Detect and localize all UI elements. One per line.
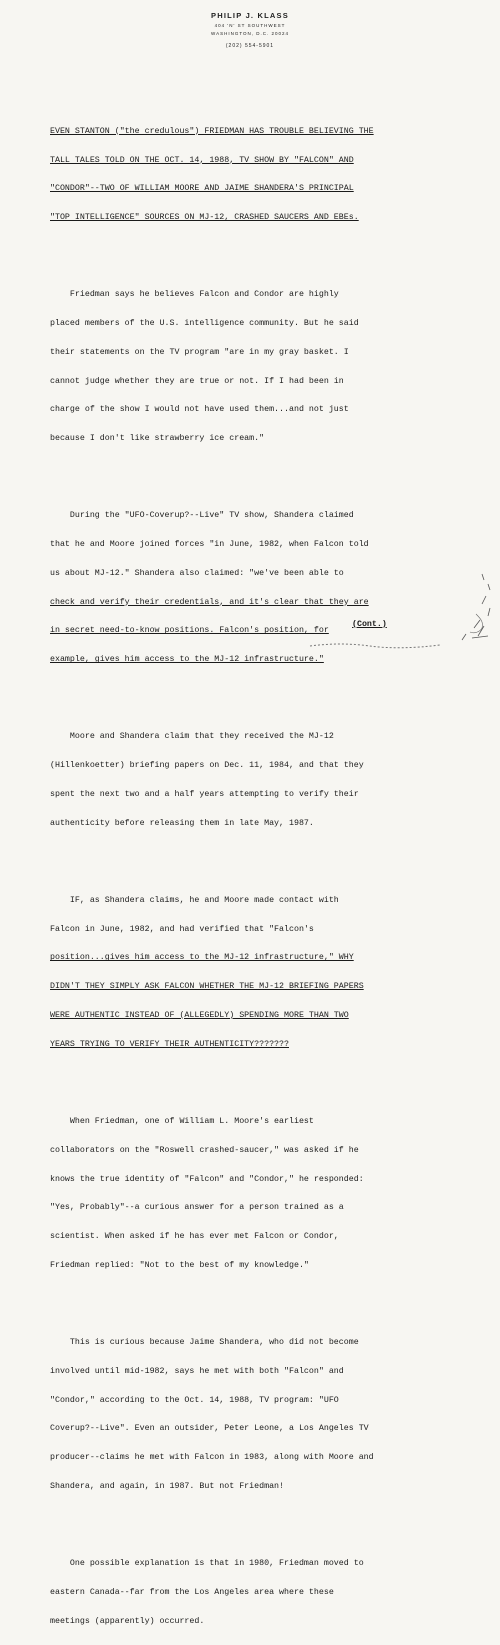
paragraph-line: "Condor," according to the Oct. 14, 1988, TV program: "UFO — [50, 1395, 339, 1405]
headline-line: "TOP INTELLIGENCE" SOURCES ON MJ-12, CRASHED SAUCERS AND EBEs. — [50, 213, 359, 223]
paragraph-line: knows the true identity of "Falcon" and "Condor," he responded: — [50, 1174, 364, 1184]
letterhead-city: WASHINGTON, D.C. 20024 — [210, 31, 289, 36]
headline-line: "CONDOR"--TWO OF WILLIAM MOORE AND JAIME SHANDERA'S PRINCIPAL — [50, 184, 354, 194]
page-smudge — [300, 640, 450, 650]
letterhead-name: PHILIP J. KLASS — [211, 11, 289, 20]
paragraph-line: YEARS TRYING TO VERIFY THEIR AUTHENTICITY??????? — [50, 1039, 289, 1049]
paragraph-line: that he and Moore joined forces "in June, 1982, when Falcon told — [50, 540, 369, 550]
paragraph-line: because I don't like strawberry ice cream." — [50, 434, 265, 444]
paragraph-line: Moore and Shandera claim that they received the MJ-12 — [50, 732, 334, 742]
paragraph-line: placed members of the U.S. intelligence community. But he said — [50, 319, 359, 329]
paragraph-line: IF, as Shandera claims, he and Moore made contact with — [50, 895, 339, 905]
paragraph-line: meetings (apparently) occurred. — [50, 1616, 205, 1626]
paragraph-line: When Friedman, one of William L. Moore's earliest — [50, 1116, 314, 1126]
paragraph-line: charge of the show I would not have used them...and not just — [50, 405, 349, 415]
paragraph-line: DIDN'T THEY SIMPLY ASK FALCON WHETHER THE MJ-12 BRIEFING PAPERS — [50, 982, 364, 992]
paragraph-line: scientist. When asked if he has ever met Falcon or Condor, — [50, 1232, 339, 1242]
paragraph-line: authenticity before releasing them in late May, 1987. — [50, 818, 314, 828]
paragraph-line: Coverup?--Live". Even an outsider, Peter Leone, a Los Angeles TV — [50, 1424, 369, 1434]
paragraph-line: Friedman replied: "Not to the best of my knowledge." — [50, 1260, 309, 1270]
paragraph-line: their statements on the TV program "are in my gray basket. I — [50, 347, 349, 357]
paragraph-line: Falcon in June, 1982, and had verified that "Falcon's — [50, 924, 314, 934]
paragraph-line: check and verify their credentials, and it's clear that they are — [50, 597, 369, 607]
paragraph-line: involved until mid-1982, says he met with both "Falcon" and — [50, 1366, 344, 1376]
paragraph-line: position...gives him access to the MJ-12 infrastructure," WHY — [50, 953, 354, 963]
paragraph-line: cannot judge whether they are true or not. If I had been in — [50, 376, 344, 386]
paragraph-line: During the "UFO-Coverup?--Live" TV show, Shandera claimed — [50, 511, 354, 521]
paragraph-line: example, gives him access to the MJ-12 infrastructure." — [50, 655, 324, 665]
margin-scribble — [444, 570, 494, 645]
paragraph-line: "Yes, Probably"--a curious answer for a person trained as a — [50, 1203, 344, 1213]
letterhead-street: 404 'N' ST SOUTHWEST — [214, 23, 286, 28]
paragraph-line: (Hillenkoetter) briefing papers on Dec. 11, 1984, and that they — [50, 761, 364, 771]
paragraph-line: eastern Canada--far from the Los Angeles area where these — [50, 1587, 334, 1597]
paragraph-line: producer--claims he met with Falcon in 1983, along with Moore and — [50, 1453, 374, 1463]
letterhead-phone: (202) 554-5901 — [225, 43, 275, 49]
paragraph-line: This is curious because Jaime Shandera, who did not become — [50, 1338, 359, 1348]
paragraph-line: collaborators on the "Roswell crashed-saucer," was asked if he — [50, 1145, 359, 1155]
paragraph-line: spent the next two and a half years attempting to verify their — [50, 789, 359, 799]
paragraph-line: Shandera, and again, in 1987. But not Friedman! — [50, 1481, 285, 1491]
paragraph-line: Friedman says he believes Falcon and Condor are highly — [50, 290, 339, 300]
paragraph-line: WERE AUTHENTIC INSTEAD OF (ALLEGEDLY) SPENDING MORE THAN TWO — [50, 1011, 349, 1021]
headline-line: TALL TALES TOLD ON THE OCT. 14, 1988, TV SHOW BY "FALCON" AND — [50, 155, 354, 165]
paragraph-line: us about MJ-12." Shandera also claimed: "we've been able to — [50, 568, 344, 578]
letter-body — [50, 98, 470, 1645]
paragraph-line: One possible explanation is that in 1980, Friedman moved to — [50, 1559, 364, 1569]
paragraph-line: in secret need-to-know positions. Falcon's position, for — [50, 626, 329, 636]
headline-line: EVEN STANTON ("the credulous") FRIEDMAN HAS TROUBLE BELIEVING THE — [50, 126, 374, 136]
continued-label: (Cont.) — [352, 620, 387, 629]
letterhead — [0, 10, 500, 51]
